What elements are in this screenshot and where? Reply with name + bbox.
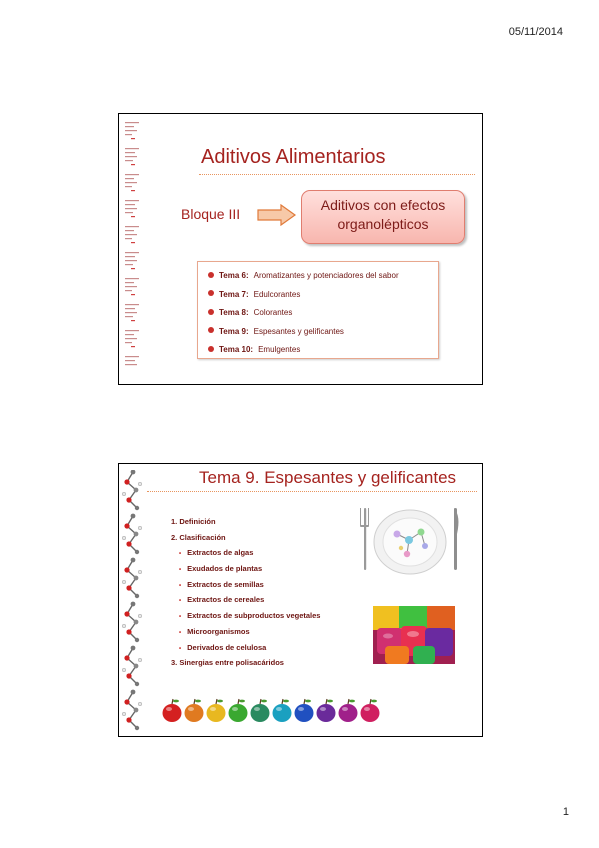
outline-item: 1. Definición bbox=[171, 517, 216, 526]
bloque-label: Bloque III bbox=[181, 206, 241, 222]
subitem-text: Microorganismos bbox=[187, 626, 250, 636]
page-date: 05/11/2014 bbox=[508, 26, 563, 38]
topic-item bbox=[208, 323, 438, 342]
bullet-icon bbox=[208, 327, 214, 333]
bullet-icon: • bbox=[179, 629, 182, 636]
subitem-text: Exudados de plantas bbox=[187, 564, 263, 574]
apple-icon bbox=[163, 699, 182, 722]
outline-item: 3. Sinergias entre polisacáridos bbox=[171, 658, 284, 668]
outline-list bbox=[171, 514, 320, 671]
topic-label: Tema 9: bbox=[219, 326, 249, 336]
topic-list bbox=[197, 261, 439, 359]
bullet-icon: • bbox=[179, 582, 182, 589]
jelly-image bbox=[373, 606, 455, 664]
apple-icon bbox=[339, 699, 358, 722]
topic-text: Emulgentes bbox=[258, 345, 301, 354]
outline-subitem bbox=[171, 577, 320, 593]
bullet-icon bbox=[208, 290, 214, 296]
outline-subitem bbox=[171, 624, 320, 640]
slide-thumbnail-2 bbox=[118, 463, 483, 737]
apple-icon bbox=[317, 699, 336, 722]
apple-icon bbox=[251, 699, 270, 722]
subitem-text: Extractos de cereales bbox=[187, 595, 265, 605]
topic-text: Espesantes y gelificantes bbox=[253, 326, 344, 336]
bullet-icon bbox=[208, 346, 214, 352]
topic-text: Edulcorantes bbox=[253, 289, 301, 299]
outline-item: 2. Clasificación bbox=[171, 532, 226, 542]
topic-label: Tema 7: bbox=[219, 289, 249, 299]
thumbnail-strip bbox=[122, 118, 152, 380]
bullet-icon: • bbox=[179, 598, 182, 605]
apple-icon bbox=[273, 699, 292, 722]
page-number: 1 bbox=[562, 806, 569, 818]
apple-row-image bbox=[161, 698, 381, 724]
outline-subitem bbox=[171, 592, 320, 608]
apple-icon bbox=[361, 699, 380, 722]
arrow-right-icon bbox=[257, 204, 297, 226]
title-divider bbox=[199, 174, 475, 175]
apple-icon bbox=[207, 699, 226, 722]
outline-subitem bbox=[171, 608, 320, 624]
subitem-text: Derivados de celulosa bbox=[187, 642, 267, 652]
topic-item bbox=[208, 267, 438, 286]
outline-subitem bbox=[171, 545, 320, 561]
outline-subitem bbox=[171, 640, 320, 656]
subitem-text: Extractos de subproductos vegetales bbox=[187, 611, 321, 621]
bullet-icon: • bbox=[179, 551, 182, 558]
topic-label: Tema 10: bbox=[219, 345, 254, 354]
bullet-icon bbox=[208, 272, 214, 278]
molecule-strip-icon bbox=[122, 470, 144, 732]
slide-thumbnail-1 bbox=[118, 113, 483, 385]
topic-item bbox=[208, 341, 438, 360]
plate-molecule-image bbox=[355, 504, 465, 576]
bullet-icon bbox=[208, 309, 214, 315]
highlight-line1: Aditivos con efectos bbox=[320, 197, 446, 213]
apple-icon bbox=[229, 699, 248, 722]
apple-icon bbox=[185, 699, 204, 722]
bullet-icon: • bbox=[179, 645, 182, 652]
outline-subitem bbox=[171, 561, 320, 577]
slide1-title: Aditivos Alimentarios bbox=[201, 146, 386, 168]
topic-text: Aromatizantes y potenciadores del sabor bbox=[253, 271, 399, 280]
highlight-line2: organolépticos bbox=[337, 216, 429, 232]
subitem-text: Extractos de algas bbox=[187, 548, 254, 558]
apple-icon bbox=[295, 699, 314, 722]
topic-label: Tema 8: bbox=[219, 308, 249, 317]
highlight-box bbox=[301, 190, 465, 244]
topic-text: Colorantes bbox=[253, 308, 293, 317]
title-divider bbox=[147, 491, 477, 492]
topic-label: Tema 6: bbox=[219, 271, 249, 280]
subitem-text: Extractos de semillas bbox=[187, 579, 264, 589]
topic-item bbox=[208, 304, 438, 323]
bullet-icon: • bbox=[179, 614, 182, 621]
topic-item bbox=[208, 286, 438, 305]
bullet-icon: • bbox=[179, 567, 182, 574]
slide2-title: Tema 9. Espesantes y gelificantes bbox=[199, 468, 457, 487]
